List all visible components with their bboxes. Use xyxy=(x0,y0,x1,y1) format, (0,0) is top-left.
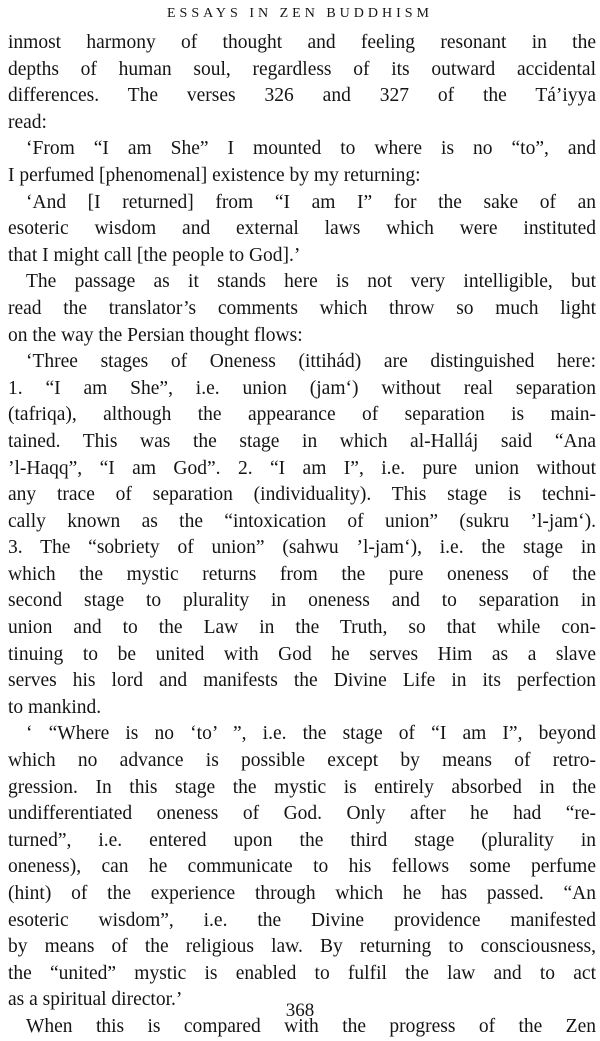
text-line: oneness), can he communicate to his fellows some perfume xyxy=(8,856,596,878)
text-line: ‘Three stages of Oneness (ittihád) are distinguished here: xyxy=(26,351,596,373)
text-line: ’l-Haqq”, “I am God”. 2. “I am I”, i.e. pure union without xyxy=(8,457,596,479)
text-line: which the mystic returns from the pure oneness of the xyxy=(8,563,596,585)
text-line: tained. This was the stage in which al-Halláj said “Ana xyxy=(8,430,596,452)
page-number: 368 xyxy=(285,1000,315,1021)
text-line: second stage to plurality in oneness and to separation in xyxy=(8,590,596,612)
text-line: turned”, i.e. entered upon the third stage (plurality in xyxy=(8,829,596,851)
text-line: The passage as it stands here is not very intelligible, but xyxy=(26,271,596,293)
text-line: any trace of separation (individuality). This stage is techni- xyxy=(8,484,596,506)
text-line: inmost harmony of thought and feeling resonant in the xyxy=(8,32,596,53)
text-line: differences. The verses 326 and 327 of the Tá’iyya xyxy=(8,85,596,107)
text-line: as a spiritual director.’ xyxy=(8,989,183,1011)
text-line: tinuing to be united with God he serves Him as a slave xyxy=(8,643,596,665)
text-line: ‘From “I am She” I mounted to where is no “to”, and xyxy=(26,138,596,160)
page-body xyxy=(8,30,596,1041)
text-line: (hint) of the experience through which he has passed. “An xyxy=(8,883,596,904)
text-line: ‘And [I returned] from “I am I” for the sake of an xyxy=(26,191,596,213)
text-line: depths of human soul, regardless of its outward accidental xyxy=(8,58,596,80)
text-line: cally known as the “intoxication of union” (sukru ’l-jam‘). xyxy=(8,510,596,532)
running-head: ESSAYS IN ZEN BUDDHISM xyxy=(166,6,433,21)
text-line: which no advance is possible except by means of retro- xyxy=(8,750,596,772)
text-line: undifferentiated oneness of God. Only after he had “re- xyxy=(8,803,596,825)
text-line: union and to the Law in the Truth, so that while con- xyxy=(8,617,596,639)
text-line: I perfumed [phenomenal] existence by my returning: xyxy=(8,164,421,186)
text-line: When this is compared with the progress of the Zen xyxy=(26,1015,596,1037)
text-line: on the way the Persian thought flows: xyxy=(8,324,303,346)
text-line: esoteric wisdom”, i.e. the Divine providence manifested xyxy=(8,909,596,931)
text-line: ‘ “Where is no ‘to’ ”, i.e. the stage of “I am I”, beyond xyxy=(26,723,596,745)
text-line: read: xyxy=(8,111,47,133)
text-line: that I might call [the people to God].’ xyxy=(8,244,301,266)
text-line: to mankind. xyxy=(8,696,102,718)
text-line: 3. The “sobriety of union” (sahwu ’l-jam‘), i.e. the stage in xyxy=(8,537,596,559)
text-line: the “united” mystic is enabled to fulfil the law and to act xyxy=(8,962,596,984)
text-line: serves his lord and manifests the Divine Life in its perfection xyxy=(8,670,596,692)
text-line: read the translator’s comments which throw so much light xyxy=(8,297,596,319)
text-line: gression. In this stage the mystic is entirely absorbed in the xyxy=(8,776,596,798)
text-line: 1. “I am She”, i.e. union (jam‘) without real separation xyxy=(8,377,596,399)
text-line: by means of the religious law. By returning to consciousness, xyxy=(8,936,596,958)
text-line: esoteric wisdom and external laws which were instituted xyxy=(8,218,596,240)
text-line: (tafriqa), although the appearance of separation is main- xyxy=(8,404,596,426)
